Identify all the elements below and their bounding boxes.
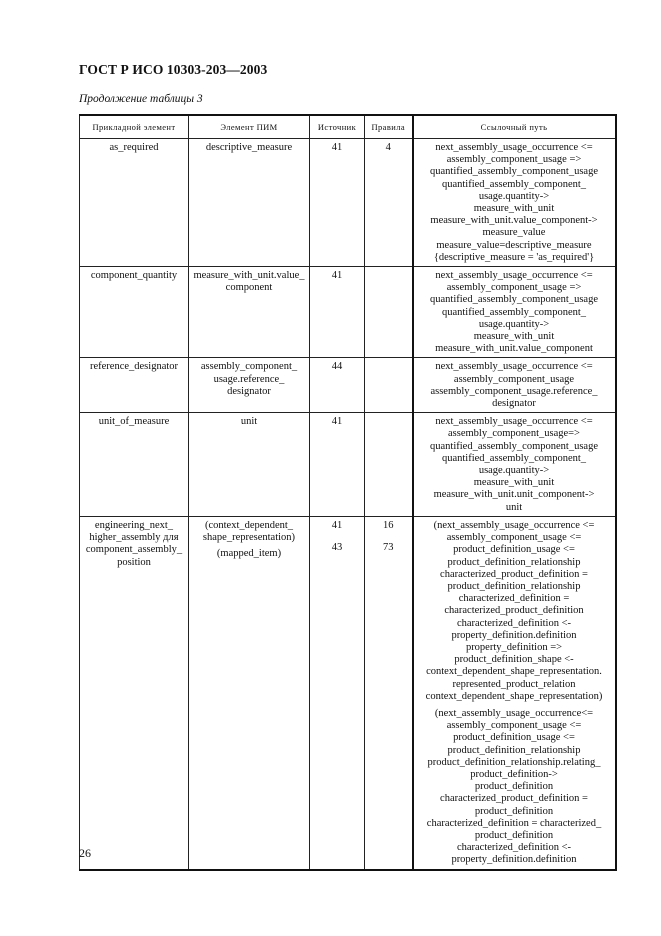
pim-element-cell-line: descriptive_measure xyxy=(205,142,293,153)
column-header-source: Источник xyxy=(310,115,365,139)
application-element-cell xyxy=(80,516,189,869)
reference-path-line: characterized_definition <- xyxy=(456,617,572,629)
reference-path-block xyxy=(417,416,612,514)
rules-cell xyxy=(365,358,413,413)
cell-spacer xyxy=(367,532,410,542)
pim-element-cell-line: shape_representation) xyxy=(202,532,296,544)
reference-path-line: product_definition_shape <- xyxy=(454,654,574,666)
reference-path-line: product_definition_usage <= xyxy=(453,732,575,744)
reference-path-block xyxy=(417,142,612,264)
reference-path-line: usage.quantity-> xyxy=(478,318,550,330)
table-row xyxy=(80,139,616,267)
reference-path-block xyxy=(417,708,612,867)
reference-path-cell xyxy=(413,516,616,869)
reference-path-line: product_definition_usage <= xyxy=(453,544,575,556)
reference-path-line: assembly_component_usage=> xyxy=(448,428,580,440)
application-element-cell-line: higher_assembly для xyxy=(89,532,179,544)
table-row xyxy=(80,516,616,869)
source-cell xyxy=(310,516,365,869)
reference-path-line: characterized_definition <- xyxy=(456,842,572,854)
reference-path-line: product_definition xyxy=(474,829,554,841)
column-header-application-element: Прикладной элемент xyxy=(80,115,189,139)
reference-path-line: measure_with_unit xyxy=(473,203,555,215)
reference-path-line: product_definition xyxy=(474,781,554,793)
reference-path-line: measure_value xyxy=(482,227,546,239)
reference-path-line: measure_with_unit.value_component xyxy=(435,343,593,355)
reference-path-line: product_definition_relationship xyxy=(447,580,581,592)
rules-cell xyxy=(365,413,413,517)
reference-path-line: next_assembly_usage_occurrence <= xyxy=(435,416,593,428)
reference-path-line: product_definition xyxy=(474,805,554,817)
reference-path-line: quantified_assembly_component_usage xyxy=(430,294,598,306)
reference-path-cell xyxy=(413,358,616,413)
reference-path-block xyxy=(417,361,612,410)
pim-element-cell xyxy=(189,139,310,267)
source-cell-line: 41 xyxy=(331,519,343,531)
reference-path-line: product_definition_relationship.relating_ xyxy=(427,756,601,768)
reference-path-line: assembly_component_usage => xyxy=(446,282,582,294)
reference-path-line: assembly_component_usage => xyxy=(446,154,582,166)
cell-spacer xyxy=(312,532,362,542)
reference-path-line: assembly_component_usage.reference_ xyxy=(430,385,598,397)
reference-path-line: {descriptive_measure = 'as_required'} xyxy=(433,251,595,263)
source-cell-line: 41 xyxy=(331,416,343,428)
rules-cell xyxy=(365,139,413,267)
application-element-cell-line: reference_designator xyxy=(89,361,179,373)
pim-element-cell-line: assembly_component_ xyxy=(200,361,298,373)
reference-path-line: unit xyxy=(505,501,523,513)
pim-element-cell xyxy=(189,358,310,413)
pim-element-cell-line: component xyxy=(225,282,273,294)
application-element-cell xyxy=(80,358,189,413)
reference-path-line: quantified_assembly_component_ xyxy=(441,178,587,190)
reference-path-line: measure_with_unit xyxy=(473,477,555,489)
reference-path-line: product_definition_relationship xyxy=(447,744,581,756)
reference-path-line: (next_assembly_usage_occurrence <= xyxy=(433,519,595,531)
mapping-table xyxy=(79,114,617,871)
source-cell-line: 41 xyxy=(331,142,343,153)
pim-element-cell-line: usage.reference_ xyxy=(213,373,285,385)
pim-element-cell-line: designator xyxy=(227,385,271,397)
reference-path-line: quantified_assembly_component_usage xyxy=(430,166,598,178)
reference-path-cell xyxy=(413,139,616,267)
application-element-cell-line: engineering_next_ xyxy=(94,519,174,531)
application-element-cell xyxy=(80,413,189,517)
reference-path-cell xyxy=(413,413,616,517)
reference-path-line: quantified_assembly_component_ xyxy=(441,452,587,464)
reference-path-line: (next_assembly_usage_occurrence<= xyxy=(434,707,594,719)
application-element-cell-line: component_assembly_ xyxy=(85,544,183,556)
pim-element-cell xyxy=(189,267,310,358)
rules-cell xyxy=(365,267,413,358)
table-header-row xyxy=(80,115,616,139)
column-header-reference-path: Ссылочный путь xyxy=(413,115,616,139)
source-cell xyxy=(310,267,365,358)
reference-path-line: next_assembly_usage_occurrence <= xyxy=(435,142,593,153)
application-element-cell xyxy=(80,267,189,358)
source-cell-line: 43 xyxy=(331,542,343,554)
reference-path-line: characterized_definition = characterized_ xyxy=(426,817,602,829)
pim-element-cell-line: (mapped_item) xyxy=(216,548,282,560)
reference-path-line: measure_value=descriptive_measure xyxy=(436,239,592,251)
rules-cell-line: 73 xyxy=(383,542,394,554)
application-element-cell-line: component_quantity xyxy=(90,270,178,282)
reference-path-line: characterized_definition = xyxy=(458,593,570,605)
reference-path-cell xyxy=(413,267,616,358)
reference-path-line: characterized_product_definition xyxy=(444,605,584,617)
reference-path-line: designator xyxy=(492,398,536,410)
reference-path-line: measure_with_unit.value_component-> xyxy=(430,215,598,227)
column-header-pim-element: Элемент ПИМ xyxy=(189,115,310,139)
reference-path-line: assembly_component_usage <= xyxy=(446,532,582,544)
reference-path-line: property_definition.definition xyxy=(451,854,577,866)
reference-path-line: usage.quantity-> xyxy=(478,190,550,202)
pim-element-cell-line: (context_dependent_ xyxy=(204,519,294,531)
reference-path-line: assembly_component_usage xyxy=(453,373,575,385)
reference-path-line: context_dependent_shape_representation) xyxy=(425,690,603,702)
reference-path-line: quantified_assembly_component_usage xyxy=(430,440,598,452)
application-element-cell-line: as_required xyxy=(109,142,159,153)
reference-path-line: product_definition_relationship xyxy=(447,556,581,568)
table-row xyxy=(80,413,616,517)
reference-path-line: next_assembly_usage_occurrence <= xyxy=(435,361,593,373)
rules-cell-line: 16 xyxy=(383,519,394,531)
rules-cell xyxy=(365,516,413,869)
reference-path-line: quantified_assembly_component_ xyxy=(441,306,587,318)
reference-path-block xyxy=(417,270,612,355)
pim-element-cell-line: unit xyxy=(240,416,258,428)
reference-path-line: next_assembly_usage_occurrence <= xyxy=(435,270,593,282)
source-cell-line: 41 xyxy=(331,270,343,282)
reference-path-block xyxy=(417,520,612,703)
pim-element-cell xyxy=(189,516,310,869)
source-cell xyxy=(310,358,365,413)
reference-path-line: represented_product_relation xyxy=(452,678,576,690)
reference-path-line: characterized_product_definition = xyxy=(440,793,588,805)
reference-path-line: measure_with_unit xyxy=(473,331,555,343)
source-cell xyxy=(310,139,365,267)
reference-path-line: product_definition-> xyxy=(470,768,558,780)
source-cell-line: 44 xyxy=(331,361,343,373)
reference-path-line: context_dependent_shape_representation. xyxy=(426,666,602,678)
application-element-cell-line: unit_of_measure xyxy=(98,416,170,428)
column-header-rules: Правила xyxy=(365,115,413,139)
source-cell xyxy=(310,413,365,517)
reference-path-line: property_definition.definition xyxy=(451,629,577,641)
application-element-cell-line: position xyxy=(117,556,151,568)
document-standard-title: ГОСТ Р ИСО 10303-203—2003 xyxy=(79,62,268,77)
reference-path-line: assembly_component_usage <= xyxy=(446,720,582,732)
pim-element-cell-line: measure_with_unit.value_ xyxy=(193,270,305,282)
reference-path-line: measure_with_unit.unit_component-> xyxy=(433,489,595,501)
pim-element-cell xyxy=(189,413,310,517)
application-element-cell xyxy=(80,139,189,267)
table-continuation-caption: Продолжение таблицы 3 xyxy=(79,93,203,105)
reference-path-line: characterized_product_definition = xyxy=(440,568,588,580)
table-row xyxy=(80,358,616,413)
reference-path-line: property_definition => xyxy=(465,641,563,653)
page-number: 26 xyxy=(79,846,91,860)
rules-cell-line: 4 xyxy=(385,142,391,153)
reference-path-line: usage.quantity-> xyxy=(478,465,550,477)
table-row xyxy=(80,267,616,358)
